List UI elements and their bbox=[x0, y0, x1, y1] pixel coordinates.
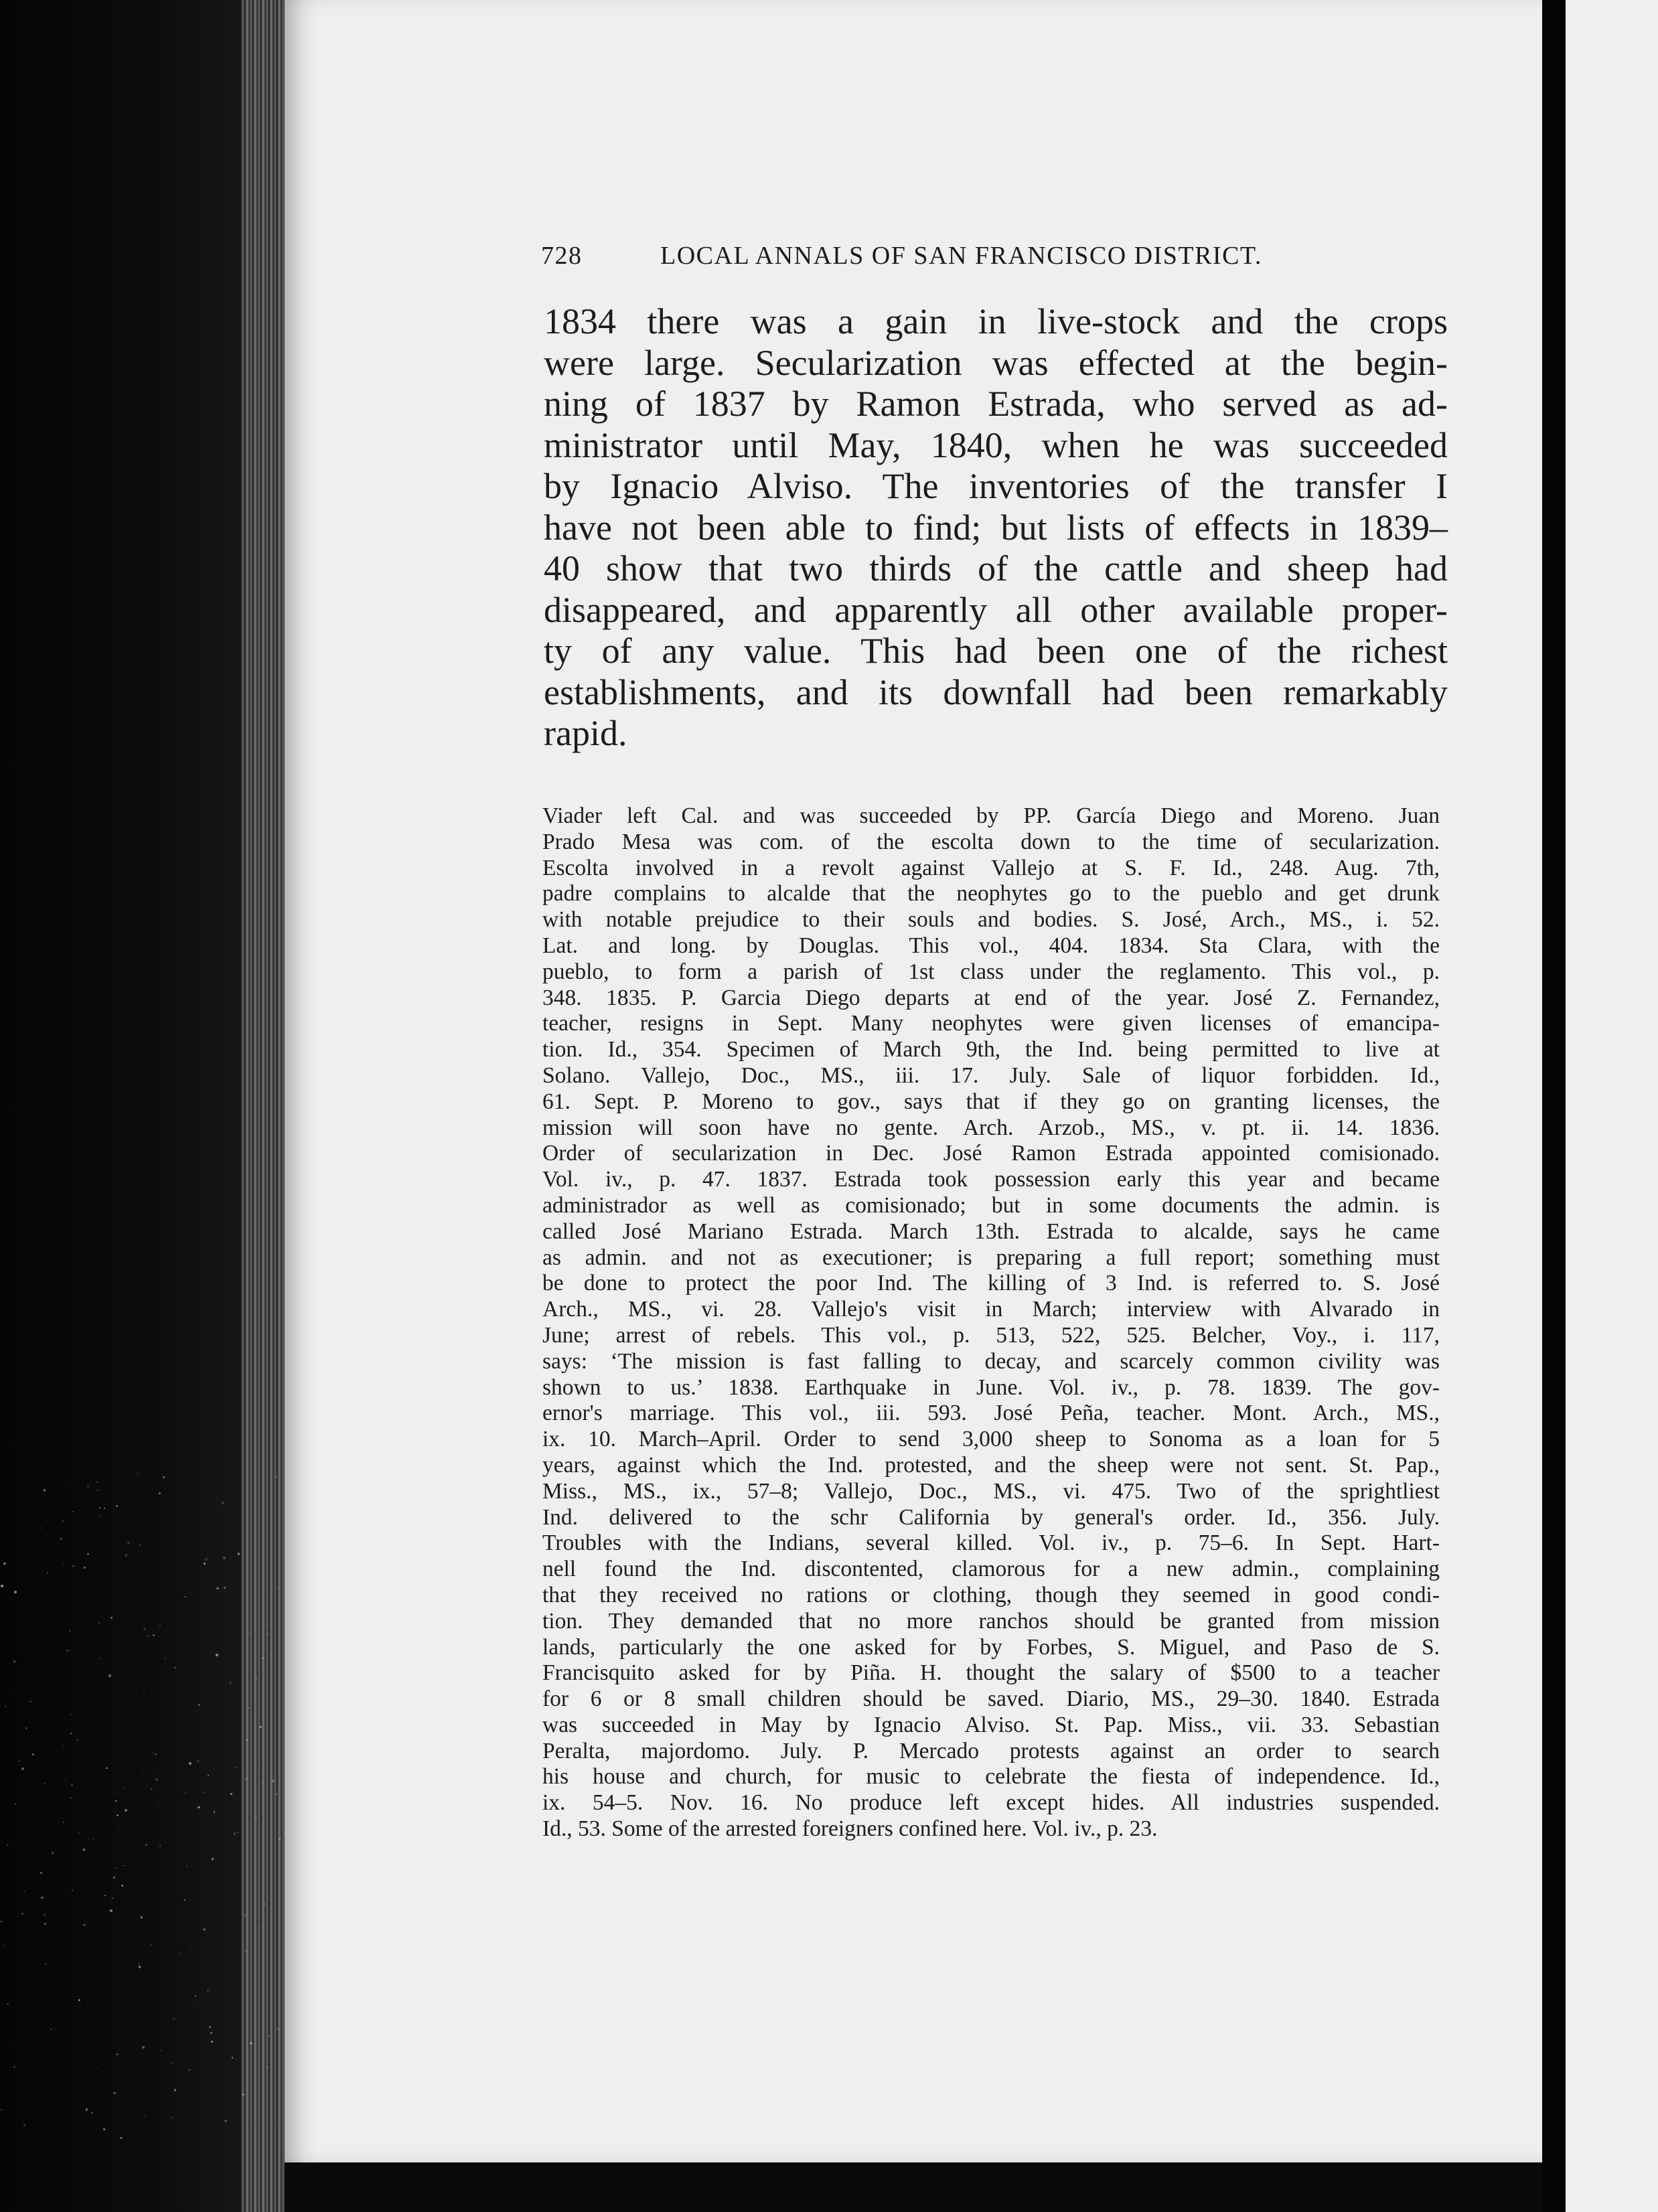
scan-noise-speck bbox=[214, 1811, 216, 1813]
footnote-line: lands, particularly the one asked for by Forbes, S. Miguel, and Paso de S. bbox=[542, 1634, 1440, 1660]
scan-noise-speck bbox=[155, 1778, 158, 1781]
scan-noise-speck bbox=[127, 1542, 129, 1544]
body-line: disappeared, and apparently all other available proper- bbox=[544, 589, 1448, 630]
scan-noise-speck bbox=[159, 1625, 161, 1627]
body-line: ministrator until May, 1840, when he was succeeded bbox=[544, 424, 1448, 465]
footnote-block bbox=[542, 803, 1440, 1842]
scan-noise-speck bbox=[98, 1622, 100, 1624]
scan-noise-speck bbox=[224, 1587, 226, 1589]
scan-noise-speck bbox=[203, 1928, 206, 1931]
footnote-line: Troubles with the Indians, several killed. Vol. iv., p. 75–6. In Sept. Hart- bbox=[542, 1530, 1440, 1556]
scan-noise-speck bbox=[171, 2117, 173, 2118]
footnote-line: his house and church, for music to celebrate the fiesta of independence. Id., bbox=[542, 1764, 1440, 1790]
body-line: establishments, and its downfall had been remarkably bbox=[544, 672, 1448, 712]
footnote-line: years, against which the Ind. protested, and the sheep were not sent. St. Pap., bbox=[542, 1452, 1440, 1478]
footnote-line: 348. 1835. P. Garcia Diego departs at end of the year. José Z. Fernandez, bbox=[542, 985, 1440, 1010]
scan-noise-speck bbox=[205, 1558, 208, 1561]
footnote-line: Miss., MS., ix., 57–8; Vallejo, Doc., MS., vi. 475. Two of the sprightliest bbox=[542, 1478, 1440, 1504]
scan-noise-speck bbox=[62, 1520, 63, 1521]
scanner-background bbox=[0, 0, 268, 2212]
scan-noise-speck bbox=[277, 2127, 278, 2128]
footnote-line: called José Mariano Estrada. March 13th. Estrada to alcalde, says he came bbox=[542, 1218, 1440, 1244]
body-line: rapid. bbox=[544, 713, 627, 753]
body-paragraph bbox=[544, 301, 1448, 755]
scan-noise-speck bbox=[70, 1733, 72, 1734]
scan-noise-speck bbox=[60, 1538, 62, 1540]
scanner-bottom-band bbox=[285, 2162, 1542, 2212]
scan-noise-speck bbox=[141, 1916, 143, 1919]
footnote-line: was succeeded in May by Ignacio Alviso. St. Pap. Miss., vii. 33. Sebastian bbox=[542, 1712, 1440, 1737]
footnote-line: Escolta involved in a revolt against Vallejo at S. F. Id., 248. Aug. 7th, bbox=[542, 855, 1440, 880]
body-line: were large. Secularization was effected at the begin- bbox=[544, 342, 1448, 383]
scan-noise-speck bbox=[242, 2094, 244, 2096]
scan-noise-speck bbox=[99, 1507, 100, 1508]
scan-noise-speck bbox=[14, 1591, 17, 1593]
scan-noise-speck bbox=[25, 1727, 27, 1729]
scan-noise-speck bbox=[44, 1914, 46, 1916]
footnote-line: teacher, resigns in Sept. Many neophytes were given licenses of emancipa- bbox=[542, 1011, 1440, 1036]
footnote-line: Prado Mesa was com. of the escolta down to the time of secularization. bbox=[542, 829, 1440, 854]
scan-noise-speck bbox=[4, 1945, 5, 1946]
scan-noise-speck bbox=[222, 1502, 224, 1504]
scan-noise-speck bbox=[204, 1563, 206, 1565]
scan-noise-speck bbox=[76, 1739, 78, 1741]
scan-noise-speck bbox=[186, 1865, 187, 1867]
running-title: LOCAL ANNALS OF SAN FRANCISCO DISTRICT. bbox=[660, 242, 1262, 270]
footnote-line: Lat. and long. by Douglas. This vol., 404. 1834. Sta Clara, with the bbox=[542, 933, 1440, 958]
scan-noise-speck bbox=[185, 1596, 186, 1597]
body-line: 40 show that two thirds of the cattle and sheep had bbox=[544, 548, 1448, 588]
scan-noise-speck bbox=[279, 1838, 281, 1840]
scan-noise-speck bbox=[116, 1505, 118, 1507]
book-page-edges bbox=[241, 0, 288, 2212]
page-number: 728 bbox=[541, 242, 583, 270]
scan-noise-speck bbox=[125, 1809, 127, 1812]
scan-noise-speck bbox=[21, 1767, 24, 1770]
footnote-line: Order of secularization in Dec. José Ramon Estrada appointed comisionado. bbox=[542, 1141, 1440, 1166]
footnote-line: nell found the Ind. discontented, clamorous for a new admin., complaining bbox=[542, 1557, 1440, 1582]
scan-noise-speck bbox=[87, 1553, 88, 1555]
footnote-line: tion. They demanded that no more ranchos should be granted from mission bbox=[542, 1608, 1440, 1634]
footnote-line: Arch., MS., vi. 28. Vallejo's visit in March; interview with Alvarado in bbox=[542, 1297, 1440, 1322]
scan-noise-speck bbox=[117, 2053, 118, 2055]
scan-noise-speck bbox=[230, 1793, 232, 1795]
scan-noise-speck bbox=[189, 1762, 192, 1765]
scan-noise-speck bbox=[232, 2057, 233, 2058]
footnote-line: Peralta, majordomo. July. P. Mercado protests against an order to search bbox=[542, 1738, 1440, 1763]
scan-noise-speck bbox=[143, 1692, 144, 1693]
scan-noise-speck bbox=[72, 1565, 74, 1567]
scan-noise-speck bbox=[216, 1587, 218, 1589]
footnote-line: for 6 or 8 small children should be saved. Diario, MS., 29–30. 1840. Estrada bbox=[542, 1686, 1440, 1712]
scan-noise-speck bbox=[250, 2042, 252, 2044]
scan-noise-speck bbox=[66, 1650, 68, 1652]
body-line: by Ignacio Alviso. The inventories of the transfer I bbox=[544, 466, 1448, 506]
scan-noise-speck bbox=[40, 1887, 41, 1888]
footnote-line: ix. 54–5. Nov. 16. No produce left except hides. All industries suspended. bbox=[542, 1790, 1440, 1816]
scan-noise-speck bbox=[261, 1781, 263, 1783]
scan-noise-speck bbox=[216, 1654, 218, 1656]
scan-noise-speck bbox=[44, 1923, 46, 1925]
scan-noise-speck bbox=[259, 1726, 261, 1728]
scan-noise-speck bbox=[69, 1630, 70, 1632]
scan-noise-speck bbox=[86, 2108, 88, 2111]
gutter-shadow bbox=[1542, 0, 1566, 2212]
body-line: ty of any value. This had been one of the richest bbox=[544, 631, 1448, 671]
footnote-line: tion. Id., 354. Specimen of March 9th, the Ind. being permitted to live at bbox=[542, 1037, 1440, 1062]
footnote-line: shown to us.’ 1838. Earthquake in June. Vol. iv., p. 78. 1839. The gov- bbox=[542, 1374, 1440, 1400]
facing-page-edge bbox=[1566, 0, 1658, 2212]
body-line: ning of 1837 by Ramon Estrada, who served as ad- bbox=[544, 384, 1448, 424]
footnote-line: ix. 10. March–April. Order to send 3,000 sheep to Sonoma as a loan for 5 bbox=[542, 1427, 1440, 1452]
scan-noise-speck bbox=[223, 1557, 226, 1559]
scan-noise-speck bbox=[106, 1767, 108, 1769]
scan-noise-speck bbox=[209, 2026, 211, 2028]
footnote-line: with notable prejudice to their souls and bodies. S. José, Arch., MS., i. 52. bbox=[542, 907, 1440, 933]
scan-noise-speck bbox=[93, 1839, 94, 1840]
scan-noise-speck bbox=[158, 1801, 159, 1802]
body-line: 1834 there was a gain in live-stock and the crops bbox=[544, 301, 1448, 341]
footnote-line: Ind. delivered to the schr California by general's order. Id., 356. July. bbox=[542, 1504, 1440, 1530]
footnote-line: Viader left Cal. and was succeeded by PP. García Diego and Moreno. Juan bbox=[542, 803, 1440, 828]
footnote-line: ernor's marriage. This vol., iii. 593. José Peña, teacher. Mont. Arch., MS., bbox=[542, 1401, 1440, 1426]
scan-noise-speck bbox=[270, 1655, 271, 1656]
scan-noise-speck bbox=[198, 1704, 200, 1706]
scan-noise-speck bbox=[251, 2121, 252, 2122]
scan-noise-speck bbox=[1, 2109, 2, 2110]
scan-noise-speck bbox=[32, 1753, 34, 1755]
scan-noise-speck bbox=[244, 1915, 246, 1916]
scan-noise-speck bbox=[44, 1489, 46, 1491]
body-line: have not been able to find; but lists of effects in 1839– bbox=[544, 507, 1448, 548]
scan-noise-speck bbox=[125, 1554, 128, 1557]
scan-noise-speck bbox=[277, 1587, 279, 1588]
scan-noise-speck bbox=[70, 1714, 72, 1715]
scan-noise-speck bbox=[275, 1793, 278, 1796]
running-header bbox=[541, 241, 1331, 281]
scan-noise-speck bbox=[149, 1607, 150, 1608]
scan-noise-speck bbox=[197, 1760, 199, 1762]
scan-noise-speck bbox=[38, 2002, 39, 2003]
footnote-line: Francisquito asked for by Piña. H. thought the salary of $500 to a teacher bbox=[542, 1660, 1440, 1686]
scan-noise-speck bbox=[8, 1694, 9, 1695]
scan-noise-speck bbox=[100, 1516, 101, 1517]
scan-noise-speck bbox=[121, 1885, 123, 1886]
footnote-line: pueblo, to form a parish of 1st class under the reglamento. This vol., p. bbox=[542, 959, 1440, 984]
scan-noise-speck bbox=[224, 2120, 227, 2122]
scan-noise-speck bbox=[72, 1889, 73, 1891]
scan-noise-speck bbox=[198, 1806, 200, 1808]
scan-noise-speck bbox=[7, 2003, 8, 2004]
scan-noise-speck bbox=[124, 1865, 125, 1866]
scan-noise-speck bbox=[63, 1744, 64, 1745]
scan-noise-speck bbox=[159, 1845, 160, 1846]
scan-noise-speck bbox=[153, 1752, 154, 1753]
scan-noise-speck bbox=[246, 1913, 247, 1915]
footnote-line: 61. Sept. P. Moreno to gov., says that if they go on granting licenses, the bbox=[542, 1089, 1440, 1114]
scan-noise-speck bbox=[29, 1701, 31, 1703]
footnote-line: says: ‘The mission is fast falling to decay, and scarcely common civility was bbox=[542, 1348, 1440, 1374]
scan-noise-speck bbox=[1, 1585, 3, 1587]
scan-noise-speck bbox=[184, 1899, 185, 1901]
scan-noise-speck bbox=[277, 2028, 279, 2030]
scan-noise-speck bbox=[15, 1804, 16, 1805]
scan-noise-speck bbox=[7, 1844, 8, 1846]
scan-noise-speck bbox=[28, 1888, 29, 1889]
footnote-line: padre complains to alcalde that the neophytes go to the pueblo and get drunk bbox=[542, 881, 1440, 906]
scan-noise-speck bbox=[3, 1563, 5, 1565]
scan-noise-speck bbox=[111, 1897, 114, 1900]
footnote-line: as admin. and not as executioner; is preparing a full report; something must bbox=[542, 1245, 1440, 1270]
footnote-line: June; arrest of rebels. This vol., p. 513, 522, 525. Belcher, Voy., i. 117, bbox=[542, 1322, 1440, 1348]
scan-noise-speck bbox=[40, 1872, 42, 1874]
scan-noise-speck bbox=[272, 1780, 275, 1782]
footnote-line: mission will soon have no gente. Arch. Arzob., MS., v. pt. ii. 14. 1836. bbox=[542, 1115, 1440, 1140]
footnote-line: administrador as well as comisionado; but in some documents the admin. is bbox=[542, 1192, 1440, 1218]
footnote-line: Solano. Vallejo, Doc., MS., iii. 17. July. Sale of liquor forbidden. Id., bbox=[542, 1062, 1440, 1088]
scan-noise-speck bbox=[1, 1921, 2, 1922]
scan-noise-speck bbox=[21, 1913, 23, 1914]
scan-noise-speck bbox=[78, 1999, 80, 2001]
scan-noise-speck bbox=[269, 2035, 270, 2037]
scan-noise-speck bbox=[110, 1909, 112, 1911]
footnote-line: be done to protect the poor Ind. The killing of 3 Ind. is referred to. S. José bbox=[542, 1271, 1440, 1296]
scan-noise-speck bbox=[13, 1660, 15, 1662]
footnote-line: that they received no rations or clothing, though they seemed in good condi- bbox=[542, 1582, 1440, 1607]
scan-noise-speck bbox=[84, 1567, 86, 1569]
scan-noise-speck bbox=[248, 1633, 250, 1634]
scan-noise-speck bbox=[195, 1995, 196, 1996]
footnote-line: Vol. iv., p. 47. 1837. Estrada took possession early this year and became bbox=[542, 1167, 1440, 1192]
scan-noise-speck bbox=[173, 2018, 175, 2020]
scan-noise-speck bbox=[115, 1800, 117, 1802]
scan-noise-speck bbox=[264, 1903, 265, 1904]
scan-noise-speck bbox=[96, 1481, 98, 1483]
footnote-line: Id., 53. Some of the arrested foreigners confined here. Vol. iv., p. 23. bbox=[542, 1816, 1158, 1842]
scan-noise-speck bbox=[137, 1473, 139, 1474]
scan-noise-speck bbox=[275, 1476, 277, 1478]
scan-noise-speck bbox=[142, 2046, 144, 2048]
